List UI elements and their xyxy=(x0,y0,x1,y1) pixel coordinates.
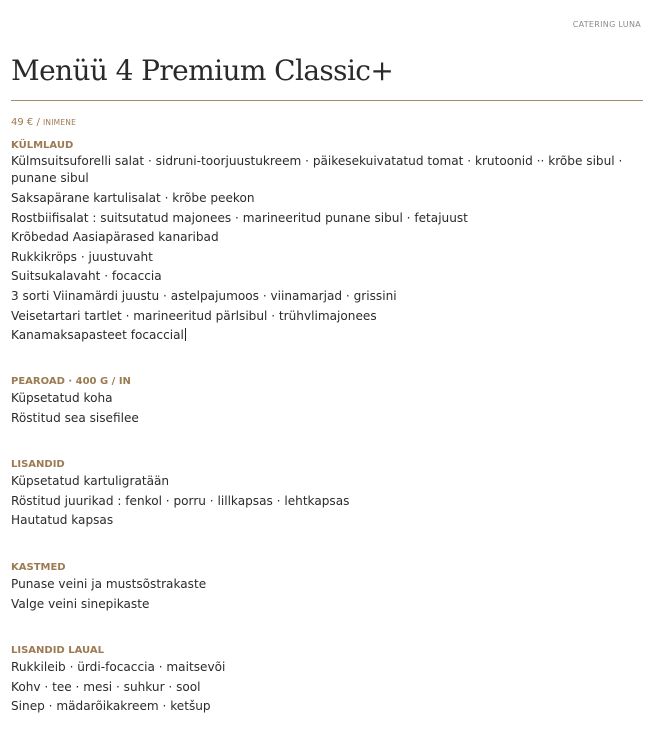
brand-label: CATERING LUNA xyxy=(572,20,641,29)
section-title: LISANDID LAUAL xyxy=(11,645,104,656)
menu-item: Kohv · tee · mesi · suhkur · sool xyxy=(11,679,201,694)
section-main-courses xyxy=(11,375,643,428)
menu-item: 3 sorti Viinamärdi juustu · astelpajumoos · viinamarjad · grissini xyxy=(11,288,397,303)
section-title: LISANDID xyxy=(11,459,65,470)
menu-item: Valge veini sinepikaste xyxy=(11,596,150,611)
menu-item: Rukkileib · ürdi-focaccia · maitsevõi xyxy=(11,660,226,674)
section-sauces xyxy=(11,561,643,614)
menu-item: Küpsetatud koha xyxy=(11,391,113,405)
menu-item: Hautatud kapsas xyxy=(11,513,114,528)
menu-item: Saksapärane kartulisalat · krõbe peekon xyxy=(11,191,255,205)
menu-item: Küpsetatud kartuligratään xyxy=(11,474,170,488)
price-amount: 49 € / xyxy=(11,117,40,128)
menu-item: Külmsuitsuforelli salat · sidruni-toorjuustukreem · päikesekuivatatud tomat · krutoonid ·· krõbe sibul · punane sibul xyxy=(11,154,623,185)
section-cold-table xyxy=(11,139,643,346)
section-title: KÜLMLAUD xyxy=(11,140,74,151)
menu-item: Röstitud juurikad : fenkol · porru · lillkapsas · lehtkapsas xyxy=(11,493,350,508)
price-unit: INIMENE xyxy=(43,118,77,127)
menu-item: Punase veini ja mustsõstrakaste xyxy=(11,577,207,591)
menu-item: Krõbedad Aasiapärased kanaribad xyxy=(11,230,219,245)
title-divider xyxy=(11,100,643,101)
section-table-extras xyxy=(11,644,643,717)
menu-item: Rostbiifisalat : suitsutatud majonees · marineeritud punane sibul · fetajuust xyxy=(11,210,468,225)
price-line xyxy=(11,117,76,128)
text-cursor xyxy=(185,328,186,341)
page-title: Menüü 4 Premium Classic+ xyxy=(11,54,394,87)
section-sides xyxy=(11,458,643,531)
menu-item: Sinep · mädarõikakreem · ketšup xyxy=(11,699,211,714)
menu-item: Röstitud sea sisefilee xyxy=(11,410,139,425)
menu-item-editable[interactable] xyxy=(11,326,643,346)
section-title: PEAROAD · 400 G / IN xyxy=(11,376,131,387)
section-title: KASTMED xyxy=(11,562,66,573)
menu-item: Suitsukalavaht · focaccia xyxy=(11,269,162,284)
menu-item-text: Kanamaksapasteet focaccial xyxy=(11,328,184,343)
menu-item: Rukkikröps · juustuvaht xyxy=(11,249,153,264)
menu-item: Veisetartari tartlet · marineeritud pärlsibul · trühvlimajonees xyxy=(11,308,377,323)
